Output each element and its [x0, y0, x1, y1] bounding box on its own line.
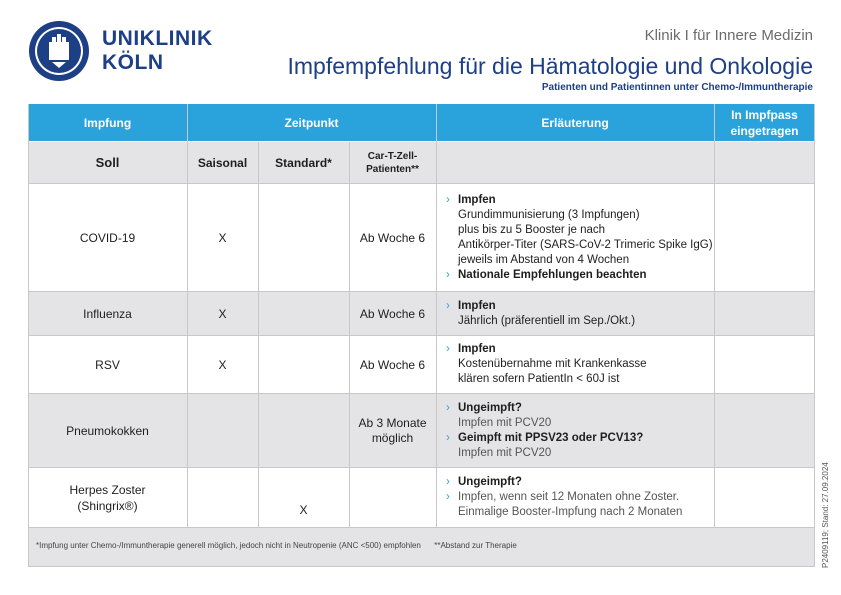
- clinic-name: Klinik I für Innere Medizin: [644, 27, 813, 44]
- table-row: [28, 468, 815, 528]
- chevron-right-icon: ›: [446, 193, 450, 206]
- header-erlaeuterung: Erläuterung: [541, 115, 609, 130]
- grid-line: [187, 104, 188, 528]
- saisonal-mark: X: [218, 306, 227, 321]
- table-header-row: [28, 104, 815, 142]
- grid-line: [714, 104, 715, 528]
- chevron-right-icon: ›: [446, 401, 450, 414]
- explanation: › Ungeimpft? Impfen mit PCV20 › Geimpft mit PPSV23 oder PCV13? Impfen mit PCV20: [446, 401, 644, 459]
- table-row: [28, 394, 815, 468]
- cart-timing: Ab Woche 6: [359, 230, 426, 245]
- chevron-right-icon: ›: [446, 491, 450, 503]
- chevron-right-icon: ›: [446, 268, 450, 281]
- page-title: Impfempfehlung für die Hämatologie und Onkologie: [287, 53, 813, 79]
- explanation: › Impfen Grundimmunisierung (3 Impfungen) plus bis zu 5 Booster je nach Antikörper-Titer (SARS-CoV-2 Trimeric Spike IgG) jeweils im Abstand von 4 Wochen › Nationale Empfehlungen beachten: [446, 193, 713, 281]
- table-row: [28, 292, 815, 336]
- saisonal-mark: [187, 394, 258, 467]
- standard-mark: [258, 292, 349, 335]
- grid-line: [349, 142, 350, 528]
- footnote: *Impfung unter Chemo-/Immuntherapie generell möglich, jedoch nicht in Neutropenie (ANC <500) empfohlen **Abstand zur Therapie: [36, 541, 517, 550]
- grid-line: [28, 104, 29, 566]
- standard-mark: [258, 184, 349, 291]
- table-row: [28, 336, 815, 394]
- brand-line-2: KÖLN: [102, 51, 164, 74]
- grid-line: [436, 104, 437, 528]
- chevron-right-icon: ›: [446, 476, 450, 488]
- vaccine-name: COVID-19: [79, 230, 136, 245]
- table-row: [28, 184, 815, 292]
- cart-timing: Ab Woche 6: [359, 357, 426, 372]
- standard-mark: [258, 394, 349, 467]
- explanation: › Impfen Jährlich (präferentiell im Sep./Okt.): [446, 299, 636, 327]
- vaccination-table: [28, 104, 815, 566]
- cart-timing: Ab Woche 6: [359, 306, 426, 321]
- header-saisonal: Saisonal: [197, 155, 248, 170]
- header-soll: Soll: [95, 155, 120, 170]
- cart-timing: Ab 3 Monate möglich: [358, 415, 427, 445]
- vaccine-name: RSV: [95, 357, 120, 372]
- saisonal-mark: X: [218, 230, 227, 245]
- logo: [28, 20, 213, 82]
- brand-line-1: UNIKLINIK: [102, 27, 213, 50]
- saisonal-mark: X: [218, 357, 227, 372]
- header-impfpass: In Impfpass eingetragen: [730, 107, 799, 138]
- vaccine-name: Pneumokokken: [66, 423, 149, 438]
- university-seal-icon: [28, 20, 90, 82]
- table-subheader-row: [28, 142, 815, 184]
- header-standard: Standard*: [275, 155, 332, 170]
- cart-timing: [349, 468, 436, 527]
- header-zeitpunkt: Zeitpunkt: [284, 115, 339, 130]
- page-subtitle: Patienten und Patientinnen unter Chemo-/Immuntherapie: [541, 82, 813, 93]
- grid-line: [258, 142, 259, 528]
- explanation: › Ungeimpft? › Impfen, wenn seit 12 Monaten ohne Zoster. Einmalige Booster-Impfung nach 2 Monaten: [446, 476, 683, 518]
- explanation: › Impfen Kostenübernahme mit Krankenkasse klären sofern PatientIn < 60J ist: [446, 343, 647, 385]
- vaccine-name: Influenza: [83, 306, 132, 321]
- document-reference: P2409119; Stand: 27.09.2024: [821, 462, 830, 568]
- brand-name: [102, 27, 213, 75]
- saisonal-mark: [187, 468, 258, 527]
- header-impfung: Impfung: [83, 115, 132, 130]
- chevron-right-icon: ›: [446, 343, 450, 355]
- grid-line: [814, 104, 815, 566]
- vaccine-name: Herpes Zoster (Shingrix®): [69, 482, 146, 513]
- header-cart: Car-T-Zell-Patienten**: [366, 150, 419, 175]
- chevron-right-icon: ›: [446, 431, 450, 444]
- standard-mark: X: [299, 502, 308, 517]
- chevron-right-icon: ›: [446, 299, 450, 312]
- standard-mark: [258, 336, 349, 393]
